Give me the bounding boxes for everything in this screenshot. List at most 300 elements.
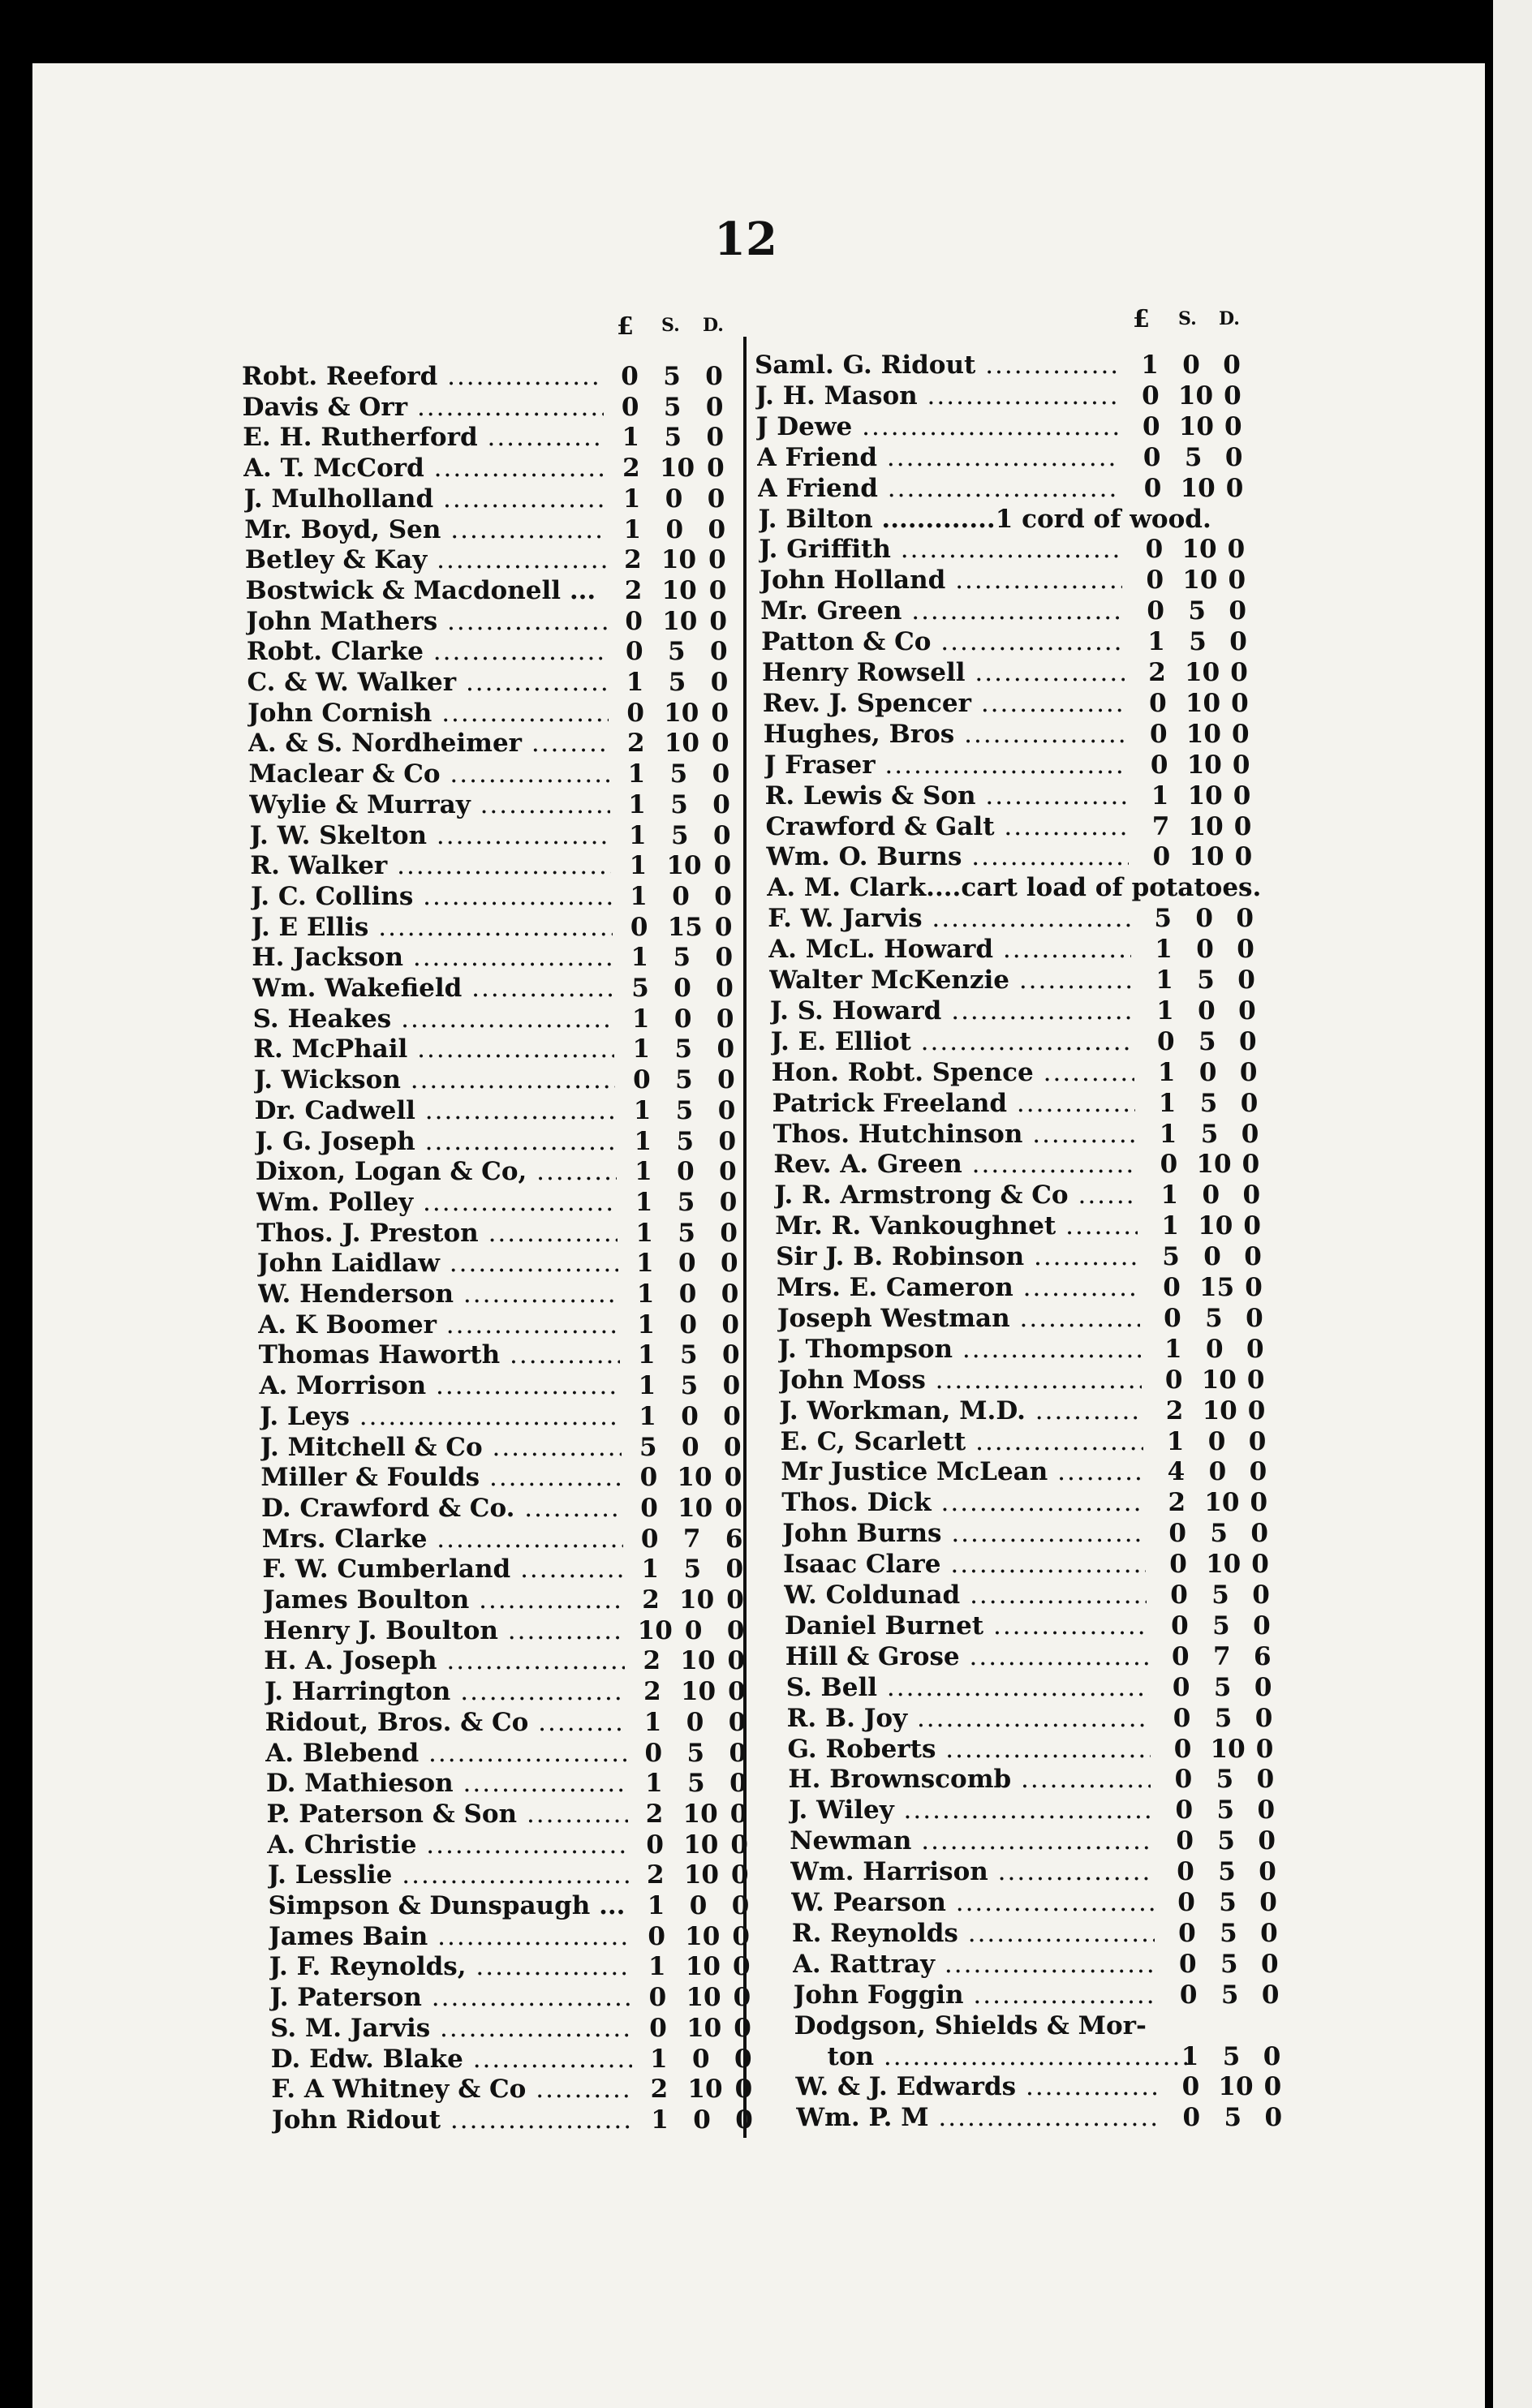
subscriber-name: John Burns ..... xyxy=(782,1519,1145,1548)
amount-pence: 6 xyxy=(1254,1641,1272,1671)
amount-shillings: 5 xyxy=(680,1340,698,1370)
subscription-row xyxy=(762,658,1281,689)
subscription-row xyxy=(760,596,1280,627)
subscriber-name: D. Crawford & Co. ..... xyxy=(261,1494,622,1523)
subscription-row xyxy=(773,1150,1293,1180)
subscription-row xyxy=(767,873,1286,904)
subscriber-name: Isaac Clare ..... xyxy=(783,1550,1146,1579)
amount-shillings: 5 xyxy=(1222,2041,1241,2071)
subscriber-name: A Friend ..... xyxy=(758,474,1121,503)
amount-pence: 0 xyxy=(717,1065,735,1095)
subscriber-name: J Fraser ..... xyxy=(764,750,1127,780)
amount-pounds: 1 xyxy=(639,1401,656,1431)
subscription-row xyxy=(259,1371,762,1402)
subscriber-name: A. M. Clark....cart load of potatoes. xyxy=(767,873,1262,903)
amount-pounds: 1 xyxy=(1159,1119,1177,1149)
amount-pence: 0 xyxy=(1250,1488,1268,1518)
amount-pence: 0 xyxy=(1245,1273,1263,1302)
amount-pounds: 0 xyxy=(1181,2072,1200,2102)
amount-pence: 0 xyxy=(726,1615,745,1645)
amount-shillings: 5 xyxy=(673,943,691,973)
subscriber-name: John Moss ..... xyxy=(779,1365,1142,1395)
amount-pence: 0 xyxy=(1244,1242,1262,1272)
amount-pounds: 2 xyxy=(624,545,642,575)
subscription-row xyxy=(794,2011,1314,2042)
amount-shillings: 10 xyxy=(1177,381,1214,411)
amount-shillings: 0 xyxy=(665,484,683,514)
amount-shillings: 5 xyxy=(1224,2103,1242,2133)
amount-shillings: 5 xyxy=(1198,1026,1216,1056)
subscriber-name: J. E. Elliot ..... xyxy=(771,1027,1134,1056)
subscriber-name: Robt. Reeford ..... xyxy=(242,362,603,391)
subscription-row xyxy=(777,1273,1296,1304)
subscription-row xyxy=(769,965,1289,996)
amount-pence: 0 xyxy=(705,362,723,391)
amount-pence: 0 xyxy=(724,1463,742,1493)
subscriber-name: Hughes, Bros ..... xyxy=(764,720,1126,749)
amount-shillings: 15 xyxy=(667,912,703,942)
amount-pence: 0 xyxy=(1229,627,1247,657)
subscriber-name: Hill & Grose ..... xyxy=(785,1642,1148,1671)
subscription-row xyxy=(246,576,749,607)
subscriber-name: W. Pearson ..... xyxy=(791,1888,1154,1917)
amount-pounds: 1 xyxy=(1151,780,1169,811)
amount-pounds: 0 xyxy=(1179,1980,1198,2010)
subscriber-name: John Laidlaw ..... xyxy=(257,1249,618,1278)
subscription-row xyxy=(246,607,749,638)
subscriber-name: Wm. Polley ..... xyxy=(256,1188,618,1217)
subscription-row xyxy=(758,474,1277,505)
amount-shillings: 5 xyxy=(1213,1672,1232,1702)
subscriber-name: A. McL. Howard ..... xyxy=(768,935,1131,964)
amount-pounds: 1 xyxy=(649,2044,668,2074)
amount-pence: 0 xyxy=(705,392,724,422)
header-shillings-right: S. xyxy=(1178,308,1197,329)
amount-pence: 0 xyxy=(1232,750,1250,780)
subscription-row xyxy=(768,935,1288,965)
amount-pence: 0 xyxy=(726,1585,744,1615)
amount-shillings: 0 xyxy=(673,1004,692,1034)
amount-shillings: 10 xyxy=(683,1860,719,1890)
amount-pence: 0 xyxy=(708,545,726,575)
subscriber-name: J. Paterson ..... xyxy=(269,1983,630,2012)
subscriber-name: J. Wiley ..... xyxy=(789,1795,1151,1825)
amount-shillings: 10 xyxy=(1185,658,1220,687)
amount-pounds: 0 xyxy=(1178,1918,1196,1948)
subscriber-name: A Friend ..... xyxy=(757,443,1120,472)
amount-pounds: 1 xyxy=(636,1249,654,1279)
amount-shillings: 0 xyxy=(1203,1242,1221,1272)
subscriber-name: E. H. Rutherford ..... xyxy=(243,423,604,452)
amount-shillings: 10 xyxy=(686,1983,721,2013)
amount-pounds: 1 xyxy=(626,668,644,697)
amount-pounds: 0 xyxy=(630,912,648,942)
subscriber-name: John Foggin ..... xyxy=(794,1980,1156,2010)
amount-pence: 0 xyxy=(718,1126,737,1156)
amount-pounds: 1 xyxy=(1147,627,1165,657)
amount-pounds: 1 xyxy=(1158,1088,1177,1118)
amount-pounds: 1 xyxy=(648,1952,666,1982)
subscriber-name: Thos. J. Preston ..... xyxy=(256,1219,618,1248)
subscriber-name: A. T. McCord ..... xyxy=(243,454,605,483)
amount-pence: 0 xyxy=(1231,688,1249,718)
subscriber-name: Wm. Harrison ..... xyxy=(790,1857,1153,1886)
amount-pence: 0 xyxy=(1248,1426,1267,1456)
amount-pence: 0 xyxy=(708,575,727,605)
amount-pence: 0 xyxy=(719,1187,738,1217)
amount-shillings: 5 xyxy=(669,759,688,789)
subscription-row xyxy=(243,454,747,484)
subscription-row xyxy=(266,1769,769,1800)
amount-shillings: 5 xyxy=(668,668,686,697)
subscription-row xyxy=(792,1919,1311,1950)
subscription-row xyxy=(787,1704,1306,1735)
amount-shillings: 0 xyxy=(1196,935,1214,965)
subscriber-name: Robt. Clarke ..... xyxy=(247,637,608,666)
subscriber-name: H. Jackson ..... xyxy=(252,943,613,972)
amount-pence: 0 xyxy=(729,1769,747,1799)
subscriber-name: F. W. Cumberland ..... xyxy=(262,1554,623,1584)
subscription-row xyxy=(242,362,745,393)
amount-pounds: 1 xyxy=(1156,995,1174,1026)
amount-pence: 0 xyxy=(707,484,725,514)
amount-shillings: 5 xyxy=(1199,1088,1218,1118)
amount-pence: 0 xyxy=(1238,995,1256,1026)
amount-shillings: 10 xyxy=(685,1952,721,1982)
amount-shillings: 10 xyxy=(664,698,699,728)
amount-shillings: 10 xyxy=(661,575,697,605)
subscriber-name: Thos. Hutchinson ..... xyxy=(773,1120,1136,1149)
amount-pence: 0 xyxy=(1242,1180,1261,1210)
header-pounds-right: £ xyxy=(1133,305,1150,333)
amount-pence: 0 xyxy=(710,668,729,697)
subscription-row xyxy=(269,1891,772,1922)
subscription-row xyxy=(761,627,1280,658)
subscription-row xyxy=(258,1310,761,1341)
amount-pounds: 7 xyxy=(1151,811,1170,841)
subscriber-name: J. F. Reynolds, ..... xyxy=(269,1952,630,1981)
amount-pence: 0 xyxy=(725,1554,744,1585)
amount-pence: 0 xyxy=(1252,1580,1270,1610)
amount-pence: 0 xyxy=(712,729,729,759)
amount-pounds: 0 xyxy=(648,1921,665,1951)
subscription-row xyxy=(759,535,1278,565)
amount-pence: 0 xyxy=(711,698,729,728)
amount-shillings: 5 xyxy=(663,392,682,422)
amount-pounds: 0 xyxy=(1177,1888,1195,1917)
amount-shillings: 10 xyxy=(1196,1150,1232,1180)
subscriber-name: John Ridout ..... xyxy=(272,2105,633,2135)
amount-shillings: 5 xyxy=(663,362,681,391)
subscription-row xyxy=(260,1463,764,1494)
subscription-row xyxy=(793,1950,1312,1980)
amount-pence: 0 xyxy=(1246,1334,1264,1364)
subscription-row xyxy=(256,1219,760,1249)
amount-pounds: 1 xyxy=(1166,1426,1185,1456)
amount-pounds: 1 xyxy=(634,1126,652,1156)
amount-pounds: 0 xyxy=(1179,1949,1197,1979)
amount-pounds: 1 xyxy=(641,1554,660,1585)
subscriber-name: W. Coldunad ..... xyxy=(784,1580,1147,1610)
subscription-row xyxy=(791,1888,1310,1919)
subscription-row xyxy=(259,1340,762,1371)
subscriber-name: James Bain ..... xyxy=(269,1922,630,1951)
subscription-row xyxy=(796,2103,1315,2134)
subscription-row xyxy=(766,812,1285,843)
subscriber-name: S. M. Jarvis ..... xyxy=(270,2014,631,2043)
amount-shillings: 5 xyxy=(1188,596,1206,626)
amount-pounds: 0 xyxy=(640,1524,659,1554)
subscriber-name: H. A. Joseph ..... xyxy=(264,1646,625,1675)
subscription-row xyxy=(264,1616,767,1647)
amount-pence: 0 xyxy=(720,1218,738,1248)
subscriber-name: Ridout, Bros. & Co ..... xyxy=(265,1708,626,1737)
subscription-row xyxy=(760,565,1279,596)
subscriber-name: Dixon, Logan & Co, ..... xyxy=(256,1157,617,1186)
subscriber-name: J. Griffith ..... xyxy=(759,535,1121,564)
amount-shillings: 0 xyxy=(1202,1180,1220,1210)
amount-pounds: 1 xyxy=(628,789,646,819)
amount-shillings: 10 xyxy=(680,1677,717,1707)
amount-shillings: 5 xyxy=(1212,1610,1230,1640)
amount-shillings: 5 xyxy=(1218,1857,1236,1887)
subscriber-name: Henry J. Boulton ..... xyxy=(264,1616,625,1645)
subscription-row xyxy=(260,1402,763,1433)
amount-shillings: 15 xyxy=(1199,1273,1235,1302)
amount-pence: 0 xyxy=(712,759,730,789)
subscription-row xyxy=(249,790,752,821)
subscription-row xyxy=(261,1494,764,1524)
subscription-row xyxy=(244,484,747,515)
subscription-row xyxy=(270,2014,773,2045)
amount-pounds: 1 xyxy=(632,1034,651,1064)
subscription-row xyxy=(764,720,1283,750)
amount-pence: 0 xyxy=(733,1952,751,1982)
amount-shillings: 0 xyxy=(1206,1334,1224,1364)
amount-shillings: 0 xyxy=(1198,995,1216,1026)
amount-pounds: 0 xyxy=(1163,1273,1181,1302)
amount-pence: 0 xyxy=(1237,935,1254,965)
amount-shillings: 0 xyxy=(1207,1426,1226,1456)
amount-pence: 0 xyxy=(721,1309,739,1339)
amount-pounds: 2 xyxy=(1148,658,1166,687)
amount-shillings: 0 xyxy=(691,2044,710,2074)
subscriber-name: C. & W. Walker ..... xyxy=(247,668,609,697)
subscriber-name: Mr. R. Vankoughnet ..... xyxy=(775,1211,1138,1241)
subscriber-name: Wm. Wakefield ..... xyxy=(252,974,613,1003)
subscriber-name: R. McPhail ..... xyxy=(253,1034,614,1064)
subscription-row xyxy=(763,689,1282,720)
amount-pounds: 4 xyxy=(1167,1457,1186,1487)
amount-shillings: 10 xyxy=(1204,1488,1240,1518)
page-number: 12 xyxy=(714,213,777,266)
amount-pence: 0 xyxy=(733,1983,751,2013)
amount-pounds: 1 xyxy=(1181,2041,1199,2071)
subscriber-name: J. Workman, M.D. ..... xyxy=(780,1396,1143,1425)
subscription-row xyxy=(788,1765,1307,1795)
subscription-row xyxy=(777,1304,1297,1335)
amount-pounds: 0 xyxy=(1164,1303,1181,1333)
amount-shillings: 5 xyxy=(1220,1949,1238,1979)
amount-shillings: 10 xyxy=(659,454,695,484)
amount-pence: 0 xyxy=(1261,1949,1279,1979)
subscription-row xyxy=(256,1188,760,1219)
subscriber-name: Daniel Burnet ..... xyxy=(785,1611,1147,1640)
amount-shillings: 7 xyxy=(682,1524,701,1554)
amount-pence: 0 xyxy=(1264,2103,1283,2133)
subscriber-name: D. Mathieson ..... xyxy=(266,1769,627,1798)
subscriber-name: J. Mulholland ..... xyxy=(244,484,605,514)
subscriber-name: J. C. Collins ..... xyxy=(251,882,612,911)
subscriber-name: A. K Boomer ..... xyxy=(258,1310,619,1339)
amount-shillings: 5 xyxy=(668,637,686,667)
subscription-row xyxy=(245,545,748,576)
subscription-row xyxy=(269,1922,772,1953)
subscription-row xyxy=(247,637,750,668)
subscription-row xyxy=(781,1427,1300,1458)
amount-shillings: 10 xyxy=(685,1921,721,1951)
amount-shillings: 5 xyxy=(687,1769,705,1799)
amount-shillings: 10 xyxy=(666,851,702,881)
amount-shillings: 10 xyxy=(1188,811,1224,841)
subscription-row xyxy=(771,1027,1290,1058)
subscription-row xyxy=(779,1365,1298,1396)
amount-pounds: 2 xyxy=(642,1585,660,1615)
header-pence-left: D. xyxy=(703,315,724,336)
amount-pounds: 0 xyxy=(1150,750,1168,780)
subscription-row xyxy=(269,1952,772,1983)
subscriber-name: A. Morrison ..... xyxy=(259,1371,620,1400)
amount-shillings: 5 xyxy=(1216,1765,1234,1795)
amount-shillings: 5 xyxy=(675,1065,693,1095)
amount-pounds: 0 xyxy=(1173,1734,1192,1764)
subscription-row xyxy=(243,423,746,454)
amount-pounds: 1 xyxy=(622,484,641,514)
amount-pence: 0 xyxy=(1263,2072,1282,2102)
amount-pounds: 0 xyxy=(633,1065,651,1095)
amount-pence: 0 xyxy=(729,1799,748,1829)
subscription-row xyxy=(790,1826,1309,1857)
amount-pence: 0 xyxy=(731,1891,750,1920)
amount-pounds: 1 xyxy=(645,1769,663,1799)
subscriber-name: F. W. Jarvis ..... xyxy=(768,904,1130,933)
amount-shillings: 10 xyxy=(661,545,697,575)
amount-shillings: 10 xyxy=(1178,411,1214,441)
amount-shillings: 10 xyxy=(1198,1211,1233,1241)
subscriber-name: Maclear & Co ..... xyxy=(248,759,609,789)
amount-pence: 0 xyxy=(1233,811,1252,841)
amount-shillings: 10 xyxy=(677,1463,712,1493)
amount-pounds: 2 xyxy=(624,575,643,605)
amount-shillings: 5 xyxy=(1200,1119,1219,1149)
amount-shillings: 0 xyxy=(1182,350,1200,380)
amount-shillings: 5 xyxy=(675,1095,694,1125)
amount-shillings: 0 xyxy=(1198,1057,1217,1087)
subscriber-name: G. Roberts ..... xyxy=(788,1735,1151,1764)
amount-pounds: 0 xyxy=(626,637,643,667)
amount-pounds: 5 xyxy=(631,974,649,1003)
amount-pence: 0 xyxy=(1243,1211,1261,1241)
subscriber-name: Rev. J. Spencer ..... xyxy=(763,689,1125,718)
amount-pence: 0 xyxy=(1254,1703,1273,1733)
amount-pounds: 0 xyxy=(626,698,644,728)
subscriber-name: J Dewe ..... xyxy=(756,412,1119,441)
subscriber-name: J. Wickson ..... xyxy=(254,1065,615,1094)
subscription-row xyxy=(244,515,747,546)
amount-shillings: 0 xyxy=(665,514,684,544)
amount-pounds: 0 xyxy=(646,1830,664,1860)
amount-pence: 0 xyxy=(716,974,734,1003)
subscription-row xyxy=(783,1550,1302,1580)
subscriber-name: Wm. P. M ..... xyxy=(796,2103,1159,2132)
amount-shillings: 10 xyxy=(1187,780,1223,811)
subscriber-name: R. Lewis & Son ..... xyxy=(765,781,1128,811)
amount-shillings: 0 xyxy=(684,1615,703,1645)
subscriber-name: Wylie & Murray ..... xyxy=(249,790,610,819)
amount-pence: 0 xyxy=(723,1401,741,1431)
amount-pounds: 0 xyxy=(1175,1795,1194,1825)
amount-shillings: 0 xyxy=(1208,1457,1227,1487)
subscriber-name: Sir J. B. Robinson ..... xyxy=(776,1242,1138,1271)
subscriber-name: S. Bell ..... xyxy=(786,1673,1149,1702)
amount-pounds: 0 xyxy=(1169,1550,1187,1580)
amount-pounds: 0 xyxy=(1149,688,1167,718)
subscriber-name: Dr. Cadwell ..... xyxy=(255,1096,616,1125)
amount-shillings: 0 xyxy=(678,1279,697,1309)
amount-pence: 0 xyxy=(1259,1857,1276,1887)
amount-shillings: 10 xyxy=(1218,2072,1254,2102)
amount-shillings: 0 xyxy=(689,1891,708,1920)
amount-pounds: 2 xyxy=(627,729,645,759)
subscriber-name: Bostwick & Macdonell ... ..... xyxy=(246,576,607,605)
amount-pounds: 1 xyxy=(1155,965,1173,995)
amount-pounds: 0 xyxy=(1171,1610,1189,1640)
subscriber-name: J. H. Mason ..... xyxy=(755,381,1118,411)
amount-shillings: 0 xyxy=(686,1707,704,1737)
subscription-row xyxy=(255,1096,758,1127)
amount-pence: 0 xyxy=(1260,1918,1278,1948)
amount-pounds: 1 xyxy=(630,881,648,911)
subscription-row xyxy=(770,996,1289,1027)
subscriber-name: S. Heakes ..... xyxy=(253,1004,614,1034)
amount-pence: 0 xyxy=(717,1034,735,1064)
amount-pence: 0 xyxy=(706,423,725,453)
amount-pence: 0 xyxy=(1241,1119,1259,1149)
amount-pounds: 0 xyxy=(625,606,643,636)
subscriber-name: J. Thompson ..... xyxy=(778,1335,1141,1364)
amount-pence: 0 xyxy=(728,1677,746,1707)
header-shillings-left: S. xyxy=(661,315,680,336)
subscription-row xyxy=(785,1611,1304,1642)
subscriber-name: Walter McKenzie ..... xyxy=(769,965,1132,995)
amount-pounds: 0 xyxy=(1172,1641,1190,1671)
amount-shillings: 0 xyxy=(681,1401,699,1431)
amount-shillings: 10 xyxy=(664,729,699,759)
amount-pounds: 2 xyxy=(643,1677,661,1707)
subscription-row xyxy=(764,750,1284,781)
amount-pounds: 1 xyxy=(637,1309,655,1339)
amount-pounds: 0 xyxy=(1152,842,1171,872)
amount-pounds: 1 xyxy=(1141,350,1159,380)
subscription-row xyxy=(782,1519,1302,1550)
subscription-row xyxy=(251,882,754,913)
amount-shillings: 5 xyxy=(683,1554,702,1585)
amount-pounds: 1 xyxy=(623,514,642,544)
subscription-row xyxy=(781,1457,1300,1488)
amount-shillings: 5 xyxy=(1220,1980,1239,2010)
subscription-row xyxy=(252,913,755,944)
amount-shillings: 0 xyxy=(677,1157,695,1187)
